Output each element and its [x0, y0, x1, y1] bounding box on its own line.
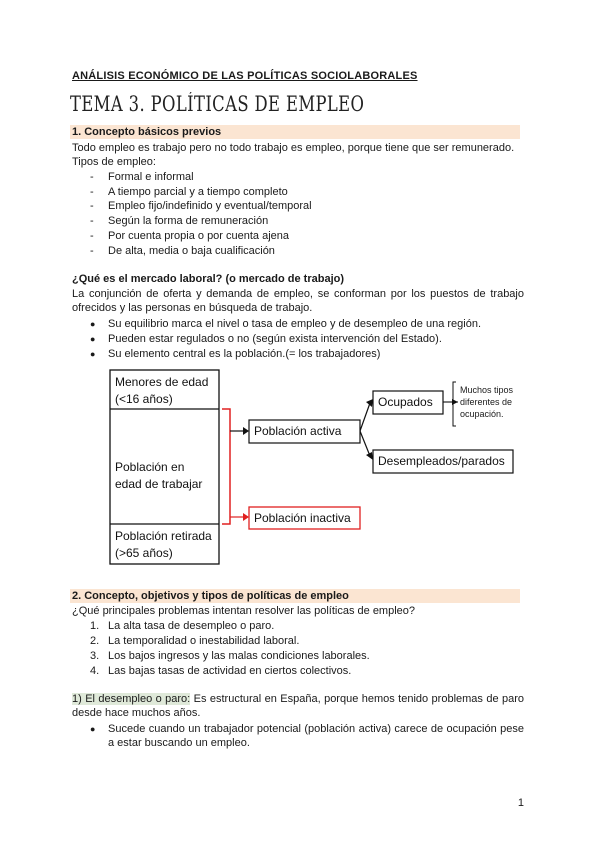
list-item: Pueden estar regulados o no (según exista intervención del Estado). [108, 333, 442, 345]
desempleo-highlight: 1) El desempleo o paro: [72, 693, 191, 705]
employment-definition: Todo empleo es trabajo pero no todo trabajo es empleo, porque tiene que ser remunerado. [72, 142, 515, 154]
edad-label-1: Población en [115, 460, 185, 474]
dash-marker: - [90, 230, 94, 242]
dash-marker: - [90, 200, 94, 212]
activa-label: Población activa [254, 424, 342, 438]
note-line-2: diferentes de [460, 397, 513, 407]
desempleo-bullet: Sucede cuando un trabajador potencial (población activa) carece de ocupación pese a estar buscando un empleo. [108, 723, 524, 749]
list-item: Su equilibrio marca el nivel o tasa de empleo y de desempleo de una región. [108, 318, 482, 330]
list-item: De alta, media o baja cualificación [108, 245, 275, 257]
arrowhead [243, 427, 249, 435]
inactiva-label: Población inactiva [254, 511, 351, 525]
dash-marker: - [90, 215, 94, 227]
ocupados-label: Ocupados [378, 395, 433, 409]
arrowhead [243, 513, 249, 521]
bullet-icon: ● [90, 724, 96, 734]
retirada-label-2: (>65 años) [115, 546, 173, 560]
menores-label-1: Menores de edad [115, 375, 209, 389]
note-bracket [453, 382, 456, 426]
item-number: 3. [90, 650, 100, 662]
list-item: Por cuenta propia o por cuenta ajena [108, 230, 290, 242]
list-item: Las bajas tasas de actividad en ciertos colectivos. [108, 665, 352, 677]
course-title: ANÁLISIS ECONÓMICO DE LAS POLÍTICAS SOCIOLABORALES [72, 70, 418, 82]
note-line-1: Muchos tipos [460, 385, 514, 395]
list-item: Su elemento central es la población.(= los trabajadores) [108, 348, 381, 360]
bullet-icon: ● [90, 319, 96, 329]
list-item: Según la forma de remuneración [108, 215, 269, 227]
desempleo-paragraph [72, 692, 524, 720]
dash-marker: - [90, 186, 94, 198]
item-number: 2. [90, 635, 100, 647]
policy-question: ¿Qué principales problemas intentan resolver las políticas de empleo? [72, 605, 416, 617]
types-label: Tipos de empleo: [72, 156, 156, 168]
list-item: Empleo fijo/indefinido y eventual/temporal [108, 200, 312, 212]
list-item: Formal e informal [108, 171, 194, 183]
section-2-heading: 2. Concepto, objetivos y tipos de políticas de empleo [70, 589, 520, 603]
item-number: 1. [90, 620, 100, 632]
desempleo-text: Es estructural en España, porque hemos tenido problemas de paro desde hace muchos años. [72, 693, 524, 719]
item-number: 4. [90, 665, 100, 677]
branch-desempleados [360, 431, 370, 456]
menores-label-2: (<16 años) [115, 392, 173, 406]
bullet-icon: ● [90, 349, 96, 359]
red-bracket [222, 409, 230, 524]
bullet-icon: ● [90, 334, 96, 344]
topic-title: TEMA 3. POLÍTICAS DE EMPLEO [70, 92, 365, 116]
dash-marker: - [90, 245, 94, 257]
desempleados-label: Desempleados/parados [378, 454, 505, 468]
list-item: Los bajos ingresos y las malas condiciones laborales. [108, 650, 370, 662]
retirada-label-1: Población retirada [115, 529, 212, 543]
section-1-heading: 1. Concepto básicos previos [70, 125, 520, 139]
labour-market-definition: La conjunción de oferta y demanda de empleo, se conforman por los puestos de trabajo ofrecidos y las personas en búsqueda de trabajo. [72, 288, 524, 314]
page-number: 1 [517, 797, 524, 809]
list-item: La temporalidad o inestabilidad laboral. [108, 635, 300, 647]
list-item: A tiempo parcial y a tiempo completo [108, 186, 288, 198]
branch-ocupados [360, 403, 370, 431]
note-line-3: ocupación. [460, 409, 504, 419]
dash-marker: - [90, 171, 94, 183]
edad-label-2: edad de trabajar [115, 477, 203, 491]
list-item: La alta tasa de desempleo o paro. [108, 620, 275, 632]
labour-market-question: ¿Qué es el mercado laboral? (o mercado de trabajo) [72, 273, 345, 285]
